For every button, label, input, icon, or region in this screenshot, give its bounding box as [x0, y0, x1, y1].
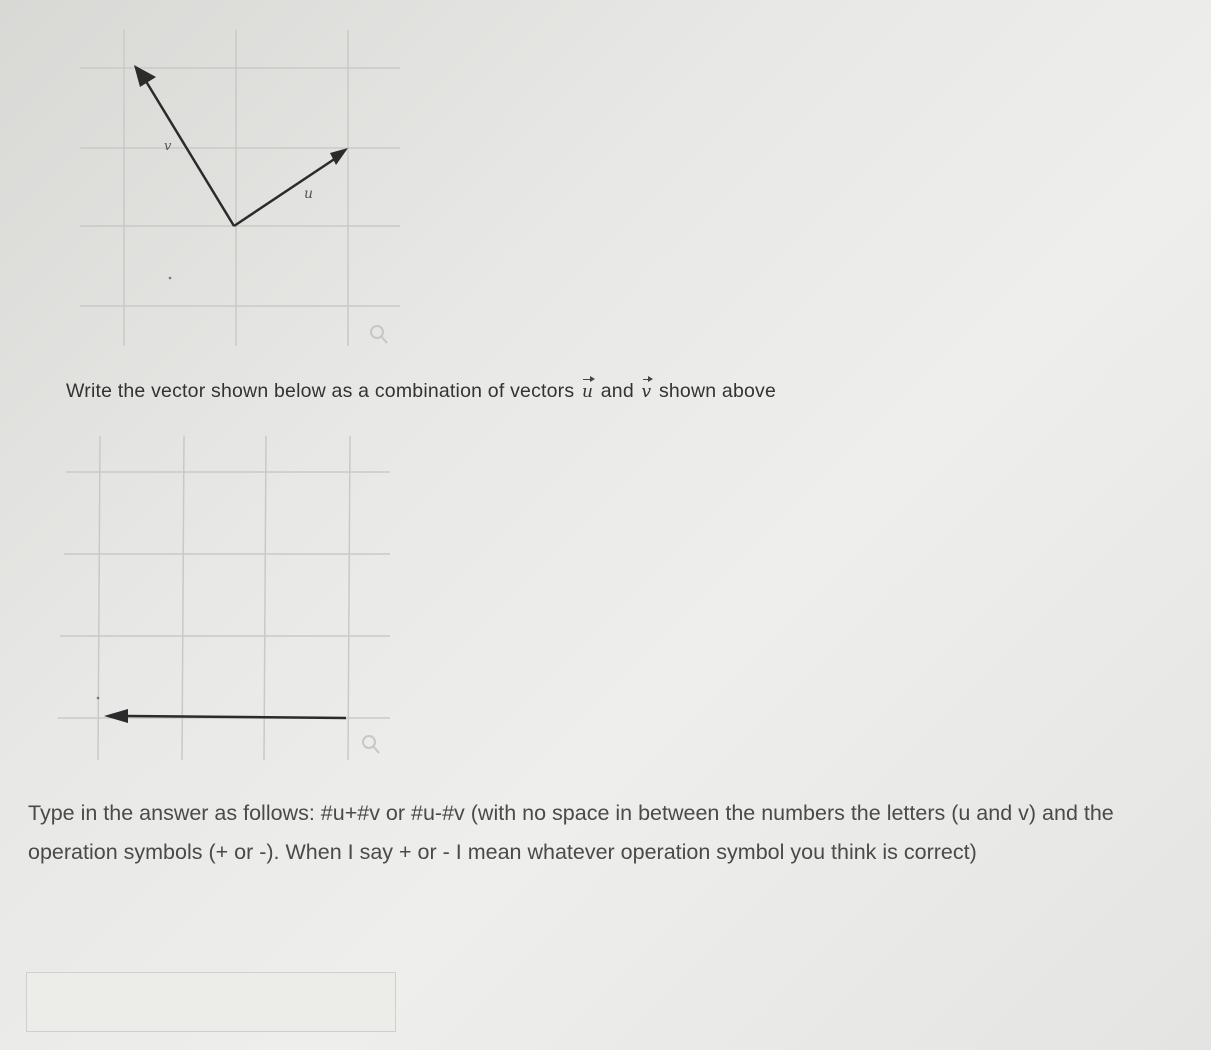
vector-v [134, 65, 234, 226]
vector-v-symbol: v [641, 382, 652, 402]
zoom-icon[interactable] [366, 322, 392, 348]
answer-instructions: Type in the answer as follows: #u+#v or #u-#v (with no space in between the numbers the letters (u and v) and the operation symbols (+ or -). When I say + or - I mean whatever operation symbol you think is correct) [28, 801, 1114, 864]
dot-mark [97, 697, 100, 700]
prompt-text-after: shown above [658, 380, 777, 402]
vector-u-symbol: u [581, 382, 594, 402]
vector-u-label: u [304, 186, 314, 202]
prompt-text-and: and [600, 380, 634, 402]
question-prompt [66, 380, 776, 403]
vector-v-label: v [164, 139, 172, 154]
grid-lines [58, 436, 390, 760]
graph-vectors-u-v [60, 20, 420, 360]
zoom-icon[interactable] [358, 732, 384, 758]
prompt-text-before: Write the vector shown below as a combination of vectors [66, 380, 575, 402]
dot-mark [169, 277, 172, 280]
graph-target-vector-svg [50, 428, 410, 768]
graph-vectors-u-v-svg [60, 20, 420, 360]
target-vector [104, 709, 346, 723]
graph-target-vector [50, 428, 410, 768]
vector-u [234, 148, 348, 226]
grid-lines [80, 30, 400, 346]
answer-input[interactable] [26, 972, 396, 1032]
